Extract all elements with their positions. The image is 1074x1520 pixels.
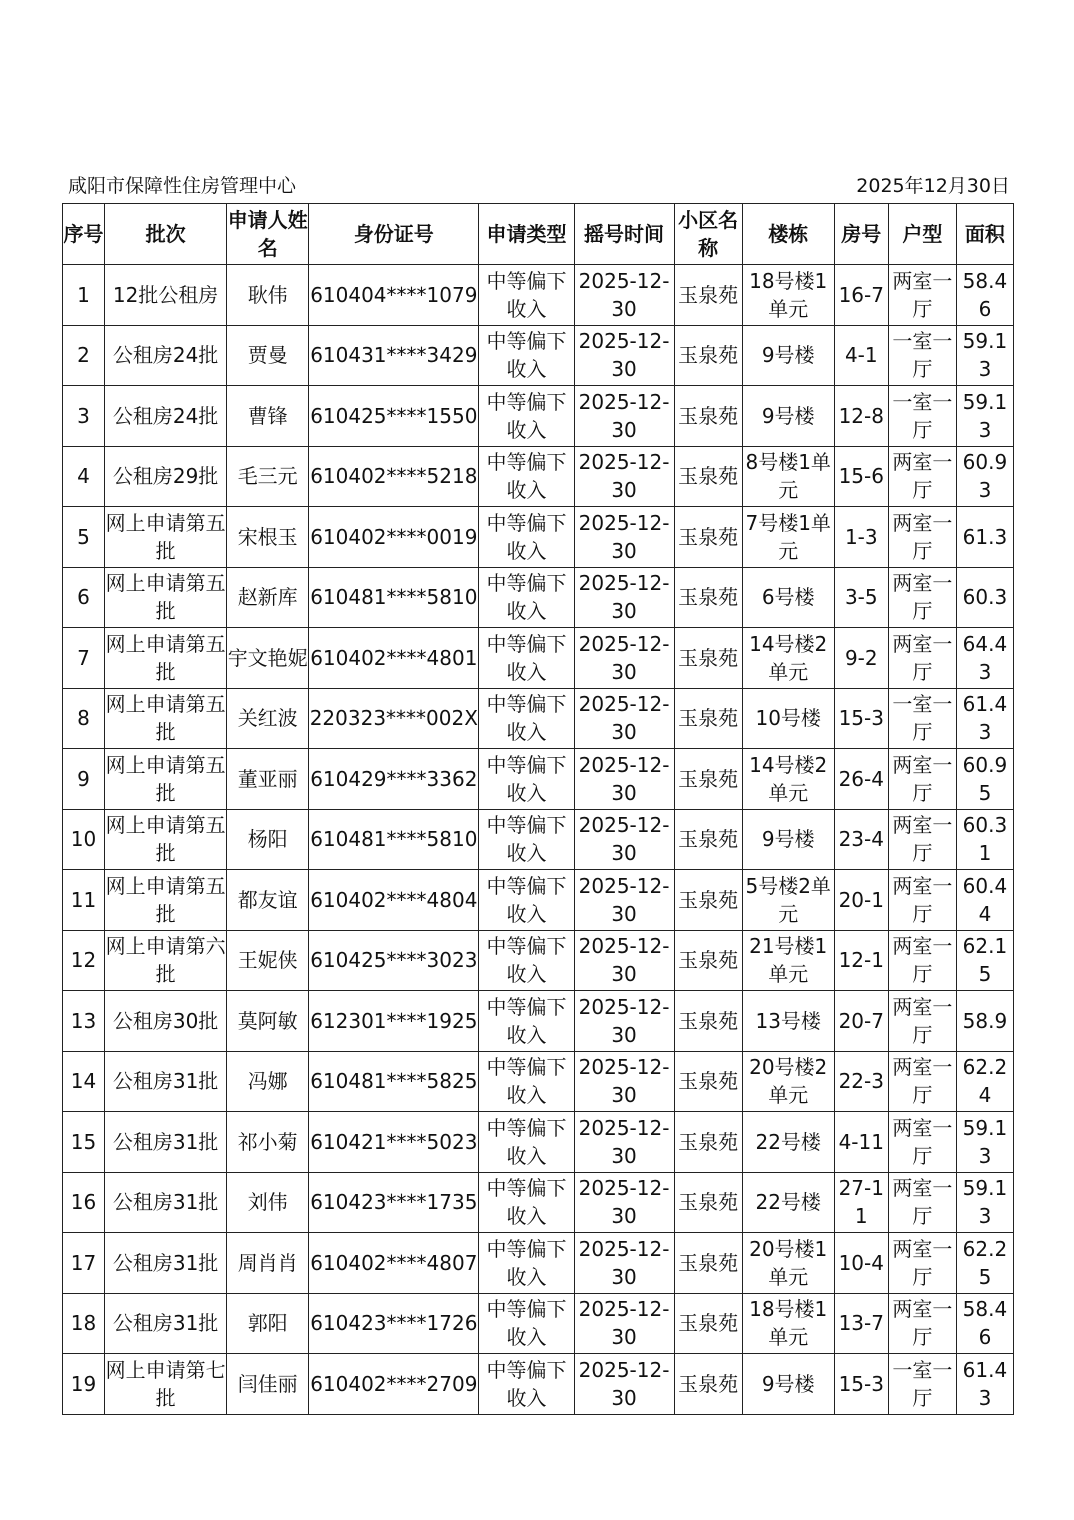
- cell-applicant: 董亚丽: [227, 749, 309, 810]
- cell-room: 4-1: [834, 325, 888, 386]
- cell-room: 15-6: [834, 446, 888, 507]
- cell-batch: 公租房31批: [105, 1051, 227, 1112]
- cell-community: 玉泉苑: [674, 507, 742, 568]
- column-header-application-type: 申请类型: [479, 204, 574, 265]
- cell-application-type: 中等偏下收入: [479, 1112, 574, 1173]
- cell-applicant: 贾曼: [227, 325, 309, 386]
- column-header-id-number: 身份证号: [309, 204, 479, 265]
- cell-lottery-date: 2025-12-30: [574, 1172, 674, 1233]
- document-date: 2025年12月30日: [856, 175, 1010, 197]
- cell-applicant: 周肖肖: [227, 1233, 309, 1294]
- cell-lottery-date: 2025-12-30: [574, 567, 674, 628]
- cell-id-number: 610402****2709: [309, 1354, 479, 1415]
- cell-lottery-date: 2025-12-30: [574, 688, 674, 749]
- table-row: [63, 507, 1014, 568]
- cell-applicant: 耿伟: [227, 265, 309, 326]
- cell-area: 64.43: [956, 628, 1013, 689]
- column-header-batch: 批次: [105, 204, 227, 265]
- cell-building: 22号楼: [742, 1112, 834, 1173]
- cell-lottery-date: 2025-12-30: [574, 1354, 674, 1415]
- cell-building: 9号楼: [742, 809, 834, 870]
- cell-id-number: 610429****3362: [309, 749, 479, 810]
- cell-building: 7号楼1单元: [742, 507, 834, 568]
- cell-applicant: 祁小菊: [227, 1112, 309, 1173]
- cell-community: 玉泉苑: [674, 265, 742, 326]
- cell-index: 15: [63, 1112, 105, 1173]
- cell-application-type: 中等偏下收入: [479, 809, 574, 870]
- cell-community: 玉泉苑: [674, 1354, 742, 1415]
- cell-application-type: 中等偏下收入: [479, 1172, 574, 1233]
- table-row: [63, 991, 1014, 1052]
- cell-building: 10号楼: [742, 688, 834, 749]
- cell-id-number: 610425****1550: [309, 386, 479, 447]
- cell-area: 62.25: [956, 1233, 1013, 1294]
- table-row: [63, 1233, 1014, 1294]
- cell-batch: 公租房31批: [105, 1112, 227, 1173]
- cell-batch: 网上申请第五批: [105, 688, 227, 749]
- table-row: [63, 1293, 1014, 1354]
- table-header-row: [63, 204, 1014, 265]
- cell-room: 4-11: [834, 1112, 888, 1173]
- cell-lottery-date: 2025-12-30: [574, 1293, 674, 1354]
- cell-community: 玉泉苑: [674, 1112, 742, 1173]
- cell-batch: 公租房29批: [105, 446, 227, 507]
- table-row: [63, 567, 1014, 628]
- cell-lottery-date: 2025-12-30: [574, 265, 674, 326]
- cell-id-number: 610423****1735: [309, 1172, 479, 1233]
- cell-area: 59.13: [956, 1112, 1013, 1173]
- cell-id-number: 610402****4807: [309, 1233, 479, 1294]
- cell-batch: 网上申请第五批: [105, 809, 227, 870]
- cell-community: 玉泉苑: [674, 446, 742, 507]
- cell-index: 3: [63, 386, 105, 447]
- cell-layout: 一室一厅: [888, 1354, 956, 1415]
- cell-area: 62.15: [956, 930, 1013, 991]
- cell-lottery-date: 2025-12-30: [574, 930, 674, 991]
- cell-lottery-date: 2025-12-30: [574, 1112, 674, 1173]
- table-body: [63, 265, 1014, 1415]
- cell-application-type: 中等偏下收入: [479, 265, 574, 326]
- cell-application-type: 中等偏下收入: [479, 1354, 574, 1415]
- cell-id-number: 610425****3023: [309, 930, 479, 991]
- cell-room: 16-7: [834, 265, 888, 326]
- cell-id-number: 610481****5810: [309, 567, 479, 628]
- cell-community: 玉泉苑: [674, 930, 742, 991]
- cell-layout: 两室一厅: [888, 749, 956, 810]
- cell-area: 59.13: [956, 325, 1013, 386]
- cell-id-number: 610481****5825: [309, 1051, 479, 1112]
- cell-batch: 网上申请第五批: [105, 870, 227, 931]
- cell-room: 20-1: [834, 870, 888, 931]
- document-header: [64, 172, 1014, 200]
- cell-layout: 两室一厅: [888, 265, 956, 326]
- cell-building: 20号楼2单元: [742, 1051, 834, 1112]
- cell-building: 18号楼1单元: [742, 265, 834, 326]
- cell-building: 21号楼1单元: [742, 930, 834, 991]
- cell-index: 14: [63, 1051, 105, 1112]
- cell-room: 12-8: [834, 386, 888, 447]
- table-row: [63, 870, 1014, 931]
- cell-room: 27-11: [834, 1172, 888, 1233]
- table-row: [63, 1051, 1014, 1112]
- cell-room: 22-3: [834, 1051, 888, 1112]
- cell-applicant: 都友谊: [227, 870, 309, 931]
- cell-lottery-date: 2025-12-30: [574, 325, 674, 386]
- cell-layout: 一室一厅: [888, 325, 956, 386]
- cell-index: 19: [63, 1354, 105, 1415]
- cell-id-number: 610402****5218: [309, 446, 479, 507]
- table-row: [63, 1172, 1014, 1233]
- cell-room: 10-4: [834, 1233, 888, 1294]
- cell-community: 玉泉苑: [674, 628, 742, 689]
- table-row: [63, 446, 1014, 507]
- cell-applicant: 冯娜: [227, 1051, 309, 1112]
- cell-layout: 两室一厅: [888, 870, 956, 931]
- cell-id-number: 612301****1925: [309, 991, 479, 1052]
- cell-community: 玉泉苑: [674, 870, 742, 931]
- cell-building: 9号楼: [742, 1354, 834, 1415]
- cell-room: 13-7: [834, 1293, 888, 1354]
- cell-index: 2: [63, 325, 105, 386]
- cell-index: 13: [63, 991, 105, 1052]
- cell-room: 15-3: [834, 1354, 888, 1415]
- cell-lottery-date: 2025-12-30: [574, 507, 674, 568]
- cell-room: 3-5: [834, 567, 888, 628]
- cell-lottery-date: 2025-12-30: [574, 386, 674, 447]
- cell-community: 玉泉苑: [674, 991, 742, 1052]
- column-header-applicant: 申请人姓名: [227, 204, 309, 265]
- cell-building: 14号楼2单元: [742, 749, 834, 810]
- cell-area: 59.13: [956, 1172, 1013, 1233]
- table-row: [63, 265, 1014, 326]
- column-header-lottery-date: 摇号时间: [574, 204, 674, 265]
- column-header-building: 楼栋: [742, 204, 834, 265]
- cell-application-type: 中等偏下收入: [479, 567, 574, 628]
- cell-id-number: 610423****1726: [309, 1293, 479, 1354]
- cell-application-type: 中等偏下收入: [479, 507, 574, 568]
- cell-batch: 网上申请第五批: [105, 749, 227, 810]
- cell-batch: 公租房24批: [105, 325, 227, 386]
- cell-building: 6号楼: [742, 567, 834, 628]
- cell-area: 58.46: [956, 265, 1013, 326]
- cell-layout: 两室一厅: [888, 446, 956, 507]
- cell-lottery-date: 2025-12-30: [574, 628, 674, 689]
- cell-application-type: 中等偏下收入: [479, 991, 574, 1052]
- cell-index: 9: [63, 749, 105, 810]
- cell-application-type: 中等偏下收入: [479, 749, 574, 810]
- cell-applicant: 杨阳: [227, 809, 309, 870]
- cell-lottery-date: 2025-12-30: [574, 749, 674, 810]
- cell-area: 61.43: [956, 1354, 1013, 1415]
- cell-community: 玉泉苑: [674, 1051, 742, 1112]
- cell-application-type: 中等偏下收入: [479, 446, 574, 507]
- column-header-area: 面积: [956, 204, 1013, 265]
- cell-application-type: 中等偏下收入: [479, 1293, 574, 1354]
- cell-layout: 一室一厅: [888, 688, 956, 749]
- cell-lottery-date: 2025-12-30: [574, 991, 674, 1052]
- cell-building: 20号楼1单元: [742, 1233, 834, 1294]
- column-header-layout: 户型: [888, 204, 956, 265]
- column-header-community: 小区名称: [674, 204, 742, 265]
- cell-layout: 两室一厅: [888, 1112, 956, 1173]
- table-row: [63, 386, 1014, 447]
- cell-lottery-date: 2025-12-30: [574, 446, 674, 507]
- cell-index: 18: [63, 1293, 105, 1354]
- cell-layout: 两室一厅: [888, 507, 956, 568]
- cell-applicant: 王妮侠: [227, 930, 309, 991]
- cell-lottery-date: 2025-12-30: [574, 870, 674, 931]
- table-row: [63, 930, 1014, 991]
- cell-room: 26-4: [834, 749, 888, 810]
- cell-area: 60.44: [956, 870, 1013, 931]
- table-row: [63, 1354, 1014, 1415]
- cell-layout: 两室一厅: [888, 809, 956, 870]
- cell-batch: 公租房31批: [105, 1233, 227, 1294]
- organization-name: 咸阳市保障性住房管理中心: [68, 175, 297, 197]
- cell-layout: 两室一厅: [888, 628, 956, 689]
- cell-batch: 网上申请第五批: [105, 507, 227, 568]
- table-row: [63, 1112, 1014, 1173]
- cell-application-type: 中等偏下收入: [479, 628, 574, 689]
- cell-id-number: 610402****4801: [309, 628, 479, 689]
- cell-building: 18号楼1单元: [742, 1293, 834, 1354]
- cell-batch: 网上申请第七批: [105, 1354, 227, 1415]
- allocation-table: [62, 203, 1014, 1415]
- cell-community: 玉泉苑: [674, 325, 742, 386]
- cell-applicant: 毛三元: [227, 446, 309, 507]
- cell-batch: 公租房30批: [105, 991, 227, 1052]
- cell-index: 11: [63, 870, 105, 931]
- cell-id-number: 610402****4804: [309, 870, 479, 931]
- cell-index: 7: [63, 628, 105, 689]
- cell-lottery-date: 2025-12-30: [574, 809, 674, 870]
- cell-application-type: 中等偏下收入: [479, 1051, 574, 1112]
- cell-application-type: 中等偏下收入: [479, 930, 574, 991]
- cell-layout: 一室一厅: [888, 386, 956, 447]
- cell-id-number: 610421****5023: [309, 1112, 479, 1173]
- cell-applicant: 宋根玉: [227, 507, 309, 568]
- cell-lottery-date: 2025-12-30: [574, 1233, 674, 1294]
- cell-community: 玉泉苑: [674, 1172, 742, 1233]
- cell-building: 9号楼: [742, 325, 834, 386]
- cell-layout: 两室一厅: [888, 567, 956, 628]
- cell-applicant: 宇文艳妮: [227, 628, 309, 689]
- cell-batch: 12批公租房: [105, 265, 227, 326]
- column-header-index: 序号: [63, 204, 105, 265]
- cell-applicant: 莫阿敏: [227, 991, 309, 1052]
- cell-applicant: 曹锋: [227, 386, 309, 447]
- cell-index: 5: [63, 507, 105, 568]
- cell-applicant: 郭阳: [227, 1293, 309, 1354]
- cell-index: 16: [63, 1172, 105, 1233]
- cell-index: 17: [63, 1233, 105, 1294]
- cell-index: 1: [63, 265, 105, 326]
- cell-index: 6: [63, 567, 105, 628]
- table-row: [63, 688, 1014, 749]
- cell-index: 8: [63, 688, 105, 749]
- cell-area: 60.95: [956, 749, 1013, 810]
- cell-index: 4: [63, 446, 105, 507]
- cell-building: 5号楼2单元: [742, 870, 834, 931]
- column-header-room: 房号: [834, 204, 888, 265]
- cell-area: 58.9: [956, 991, 1013, 1052]
- cell-community: 玉泉苑: [674, 809, 742, 870]
- cell-layout: 两室一厅: [888, 1172, 956, 1233]
- cell-layout: 两室一厅: [888, 1051, 956, 1112]
- cell-community: 玉泉苑: [674, 688, 742, 749]
- cell-application-type: 中等偏下收入: [479, 870, 574, 931]
- cell-batch: 公租房24批: [105, 386, 227, 447]
- cell-building: 14号楼2单元: [742, 628, 834, 689]
- cell-community: 玉泉苑: [674, 567, 742, 628]
- cell-application-type: 中等偏下收入: [479, 386, 574, 447]
- cell-community: 玉泉苑: [674, 386, 742, 447]
- cell-id-number: 610404****1079: [309, 265, 479, 326]
- cell-room: 20-7: [834, 991, 888, 1052]
- cell-application-type: 中等偏下收入: [479, 1233, 574, 1294]
- cell-application-type: 中等偏下收入: [479, 688, 574, 749]
- table-row: [63, 749, 1014, 810]
- cell-id-number: 610481****5810: [309, 809, 479, 870]
- cell-layout: 两室一厅: [888, 991, 956, 1052]
- cell-batch: 网上申请第六批: [105, 930, 227, 991]
- cell-id-number: 610431****3429: [309, 325, 479, 386]
- cell-id-number: 220323****002X: [309, 688, 479, 749]
- cell-building: 8号楼1单元: [742, 446, 834, 507]
- cell-index: 12: [63, 930, 105, 991]
- cell-area: 60.3: [956, 567, 1013, 628]
- cell-layout: 两室一厅: [888, 930, 956, 991]
- cell-index: 10: [63, 809, 105, 870]
- cell-building: 13号楼: [742, 991, 834, 1052]
- cell-building: 9号楼: [742, 386, 834, 447]
- cell-room: 1-3: [834, 507, 888, 568]
- cell-community: 玉泉苑: [674, 749, 742, 810]
- cell-applicant: 闫佳丽: [227, 1354, 309, 1415]
- cell-applicant: 赵新库: [227, 567, 309, 628]
- table-row: [63, 809, 1014, 870]
- cell-community: 玉泉苑: [674, 1233, 742, 1294]
- cell-applicant: 刘伟: [227, 1172, 309, 1233]
- table-row: [63, 325, 1014, 386]
- cell-area: 62.24: [956, 1051, 1013, 1112]
- cell-area: 61.3: [956, 507, 1013, 568]
- cell-community: 玉泉苑: [674, 1293, 742, 1354]
- cell-layout: 两室一厅: [888, 1233, 956, 1294]
- cell-room: 15-3: [834, 688, 888, 749]
- cell-area: 60.93: [956, 446, 1013, 507]
- cell-batch: 网上申请第五批: [105, 628, 227, 689]
- cell-applicant: 关红波: [227, 688, 309, 749]
- cell-application-type: 中等偏下收入: [479, 325, 574, 386]
- cell-area: 59.13: [956, 386, 1013, 447]
- cell-batch: 网上申请第五批: [105, 567, 227, 628]
- cell-id-number: 610402****0019: [309, 507, 479, 568]
- cell-room: 23-4: [834, 809, 888, 870]
- cell-batch: 公租房31批: [105, 1293, 227, 1354]
- cell-area: 61.43: [956, 688, 1013, 749]
- cell-building: 22号楼: [742, 1172, 834, 1233]
- table-row: [63, 628, 1014, 689]
- cell-layout: 两室一厅: [888, 1293, 956, 1354]
- cell-area: 60.31: [956, 809, 1013, 870]
- cell-lottery-date: 2025-12-30: [574, 1051, 674, 1112]
- cell-batch: 公租房31批: [105, 1172, 227, 1233]
- cell-room: 12-1: [834, 930, 888, 991]
- cell-room: 9-2: [834, 628, 888, 689]
- cell-area: 58.46: [956, 1293, 1013, 1354]
